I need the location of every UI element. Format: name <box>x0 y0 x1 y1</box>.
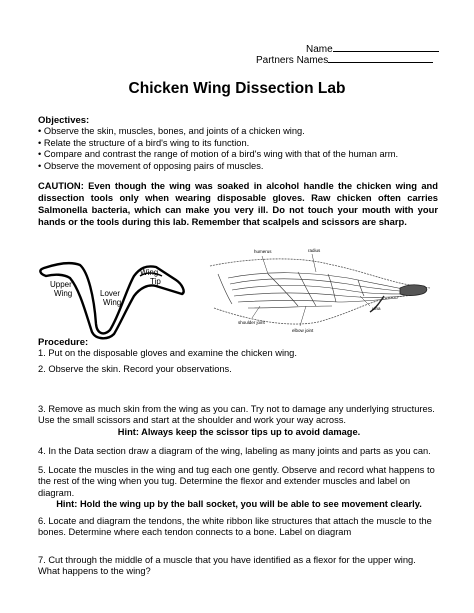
procedure-step-3 <box>38 404 440 438</box>
page-title: Chicken Wing Dissection Lab <box>128 80 346 97</box>
procedure-step-6: 6. Locate and diagram the tendons, the white ribbon like structures that attach the muscle to the bones. Determine where each tendon connects to a bone. Label on diagram <box>38 516 432 538</box>
procedure-step-3-text: 3. Remove as much skin from the wing as you can. Try not to damage any underlying structures. Use the small scissors and start at the shoulder and work your way across. <box>38 404 435 426</box>
procedure-heading: Procedure: <box>38 337 89 348</box>
procedure-step-4: 4. In the Data section draw a diagram of the wing, labeling as many joints and parts as you can. <box>38 446 431 456</box>
procedure-step-1: 1. Put on the disposable gloves and examine the chicken wing. <box>38 348 297 358</box>
name-label: Name <box>306 44 333 55</box>
label-shoulder-joint: shoulder joint <box>238 320 265 325</box>
objective-item: • Observe the skin, muscles, bones, and joints of a chicken wing. <box>38 126 305 136</box>
wing-anatomy-diagram <box>208 244 432 340</box>
procedure-step-5 <box>38 465 440 510</box>
label-lower-wing-1: Lover <box>100 289 121 298</box>
objective-item: • Compare and contrast the range of motion of a bird's wing with that of the human arm. <box>38 149 399 159</box>
objectives-heading: Objectives: <box>38 115 90 126</box>
procedure-hint-2: Hint: Hold the wing up by the ball socket, you will be able to see movement clearly. <box>56 498 422 509</box>
procedure-step-5-text: 5. Locate the muscles in the wing and tug each one gently. Observe and record what happens to the rest of the wing when you tug. Determine the flexor and extender muscles and label on diagram. <box>38 465 435 498</box>
wing-anatomy-tip <box>400 285 427 296</box>
procedure-hint-1: Hint: Always keep the scissor tips up to avoid damage. <box>117 426 361 437</box>
label-radius: radius <box>308 248 321 253</box>
wing-anatomy-outline <box>210 259 430 288</box>
label-upper-wing-2: Wing <box>54 289 73 298</box>
procedure-step-7: 7. Cut through the middle of a muscle that you have identified as a flexor for the upper wing. What happens to the wing? <box>38 555 416 577</box>
label-ulna: ulna <box>372 306 381 311</box>
label-upper-wing-1: Upper <box>50 280 72 289</box>
objective-item: • Observe the movement of opposing pairs of muscles. <box>38 160 264 171</box>
label-elbow-joint: elbow joint <box>292 328 314 333</box>
label-wing-tip-2: Tip <box>150 277 161 286</box>
label-wing-tip-1: Wing <box>140 268 159 277</box>
leader-lines <box>252 254 370 326</box>
partners-blank[interactable] <box>328 53 433 63</box>
partners-label: Partners Names <box>256 55 329 66</box>
label-humerus: humerus <box>254 249 272 254</box>
wing-sketch-diagram <box>36 252 196 342</box>
objectives-list <box>38 126 448 172</box>
name-blank[interactable] <box>333 42 439 52</box>
label-lower-wing-2: Wing <box>103 298 122 307</box>
muscle-bundles <box>218 272 410 308</box>
procedure-step-2: 2. Observe the skin. Record your observations. <box>38 364 232 374</box>
caution-text: CAUTION: Even though the wing was soaked in alcohol handle the chicken wing and dissection tools only when wearing disposable gloves. Raw chicken often carries Salmonella bacteria, which can make you very ill. Do not touch your mouth with your hands or the tools during this lab. Remember that scalpels and scissors are sharp. <box>38 180 438 227</box>
objective-item: • Relate the structure of a bird's wing to its function. <box>38 137 250 148</box>
partners-line[interactable] <box>256 53 433 67</box>
